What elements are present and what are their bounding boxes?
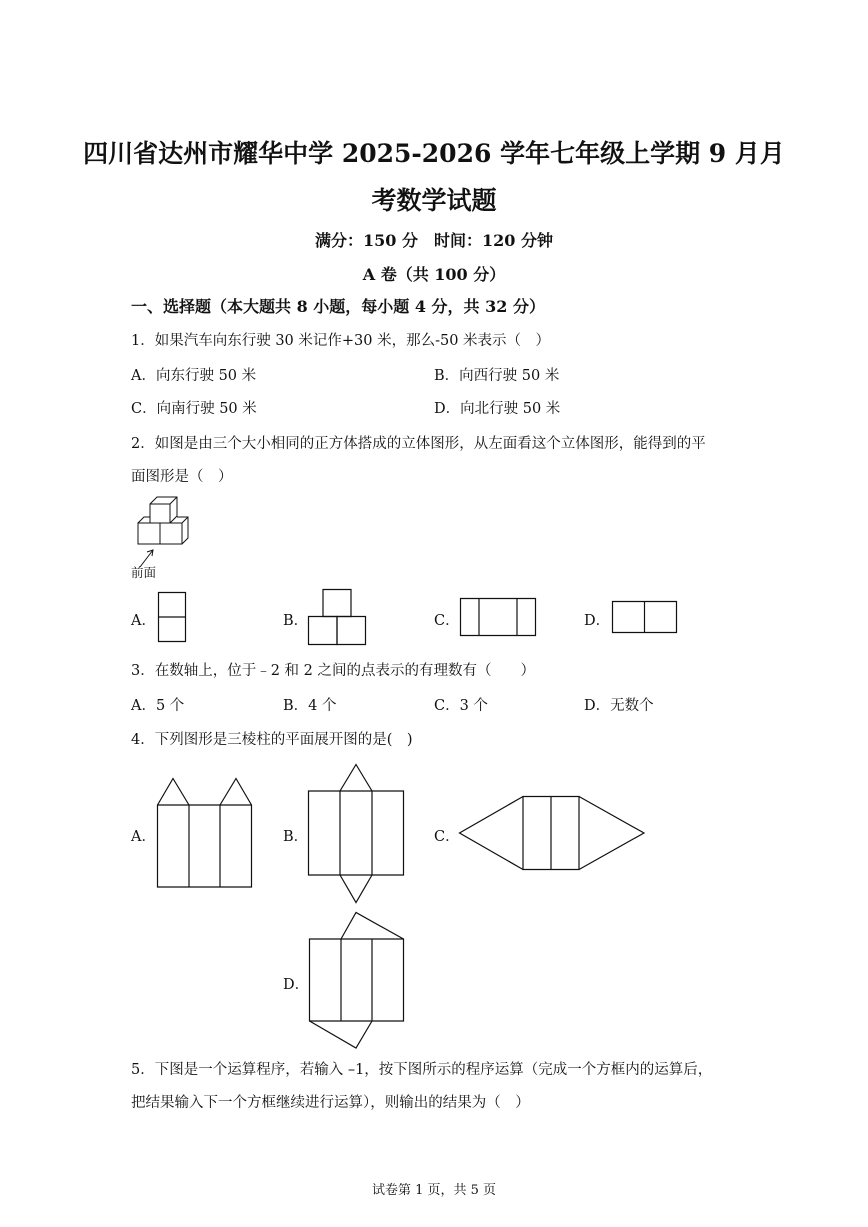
- question-1-option-c: C．向南行驶 50 米: [131, 401, 257, 417]
- section-heading: 一、选择题（本大题共 8 小题，每小题 4 分，共 32 分）: [131, 297, 545, 316]
- question-3-option-a: A．5 个: [131, 698, 185, 714]
- question-3-option-c: C．3 个: [434, 698, 488, 714]
- exam-meta: 满分：150 分 时间：120 分钟: [315, 231, 553, 250]
- question-5-stem-line2: 把结果输入下一个方框继续进行运算），则输出的结果为（ ）: [131, 1095, 530, 1111]
- question-1-option-a: A．向东行驶 50 米: [131, 368, 257, 384]
- question-4-option-d-letter: D．: [283, 977, 310, 993]
- exam-title-line1: 四川省达州市耀华中学 2025-2026 学年七年级上学期 9 月月: [83, 139, 785, 168]
- page-footer: 试卷第 1 页，共 5 页: [371, 1183, 497, 1198]
- question-2-option-d-letter: D．: [584, 613, 611, 629]
- question-3-option-d: D．无数个: [584, 698, 654, 714]
- question-4-stem: 4．下列图形是三棱柱的平面展开图的是( ): [131, 732, 413, 748]
- question-2-stem-line1: 2．如图是由三个大小相同的正方体搭成的立体图形，从左面看这个立体图形，能得到的平: [131, 436, 706, 452]
- question-2-option-c-letter: C．: [434, 613, 460, 629]
- exam-title-line2: 考数学试题: [371, 186, 497, 215]
- paper-section-heading: A 卷（共 100 分）: [362, 265, 506, 284]
- question-1-stem: 1．如果汽车向东行驶 30 米记作+30 米，那么-50 米表示（ ）: [131, 333, 551, 349]
- q4-option-a-net: [157, 778, 252, 888]
- question-2-stem-line2: 面图形是（ ）: [131, 469, 233, 485]
- question-2-option-b-letter: B．: [283, 613, 309, 629]
- q2-option-d-figure: [612, 601, 678, 633]
- question-4-option-a-letter: A．: [131, 829, 156, 845]
- question-2-option-a-letter: A．: [131, 613, 156, 629]
- question-1-option-b: B．向西行驶 50 米: [434, 368, 560, 384]
- front-label: 前面: [131, 565, 157, 580]
- question-3-option-b: B．4 个: [283, 698, 337, 714]
- question-5-stem-line1: 5．下图是一个运算程序，若输入 –1，按下图所示的程序运算（完成一个方框内的运算后，: [131, 1062, 713, 1078]
- question-4-option-b-letter: B．: [283, 829, 309, 845]
- q4-option-d-net: [309, 912, 404, 1049]
- q2-option-b-figure: [308, 589, 366, 645]
- question-1-option-d: D．向北行驶 50 米: [434, 401, 561, 417]
- q2-option-a-figure: [158, 592, 186, 642]
- q4-option-b-net: [308, 764, 404, 903]
- question-4-option-c-letter: C．: [434, 829, 460, 845]
- q4-option-c-net: [459, 796, 645, 870]
- q2-option-c-figure: [460, 598, 536, 636]
- question-3-stem: 3．在数轴上，位于﹣2 和 2 之间的点表示的有理数有（ ）: [131, 663, 536, 679]
- cube-stack-figure: [130, 494, 200, 574]
